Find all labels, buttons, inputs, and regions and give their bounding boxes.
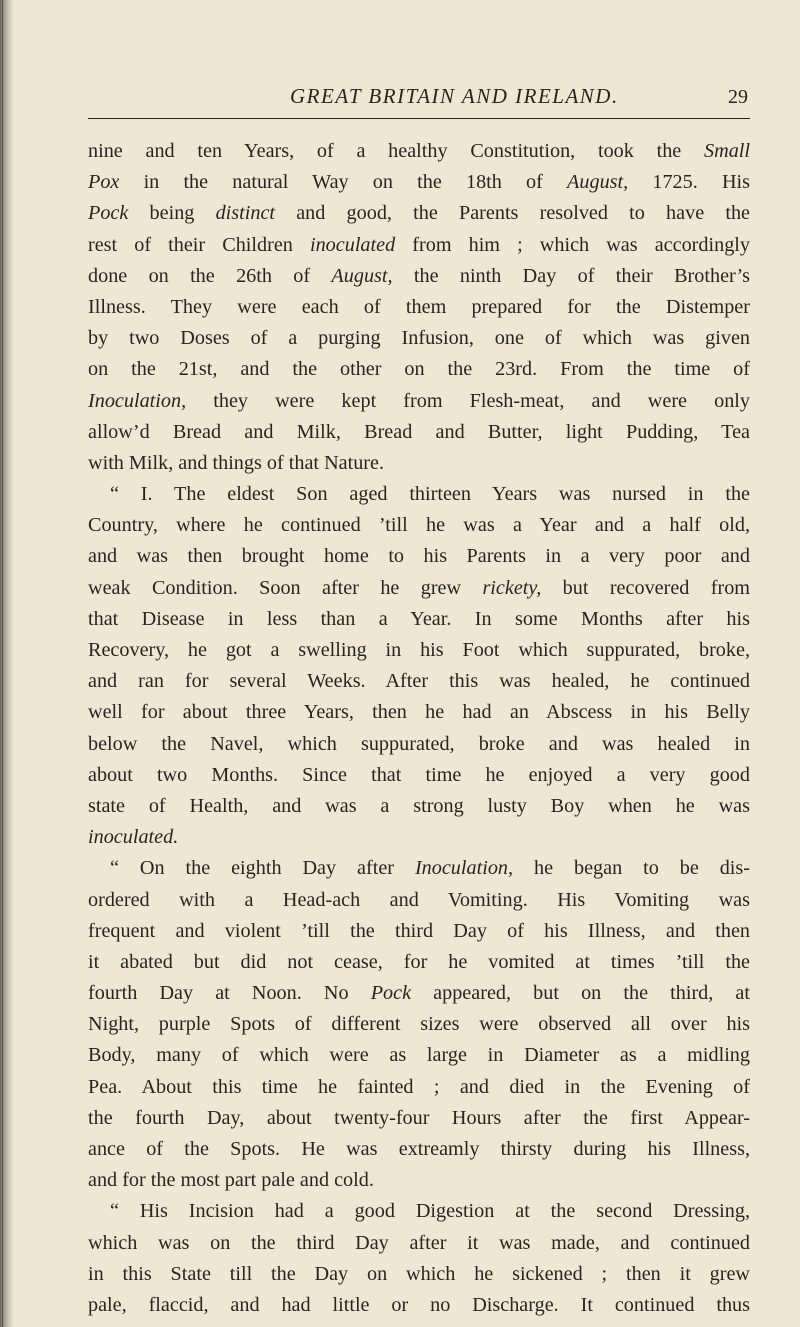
italic-text: Inoculation, [88,389,187,412]
italic-text: Pox [88,171,120,194]
text-segment: nine and ten Years, of a healthy Constitution, took the [88,140,705,162]
text-segment: appeared, but on the third, at [411,982,751,1005]
text-line [88,198,750,229]
running-head: GREAT BRITAIN AND IRELAND. [290,84,619,108]
text-line [88,510,750,541]
text-line [88,791,750,822]
text-segment: done on the 26th of [88,264,332,287]
text-segment: they were kept from Flesh-meat, and were only [186,389,750,412]
text-line [88,1165,750,1196]
text-line [88,386,750,417]
text-segment: about two Months. Since that time he enjoyed a very good [88,763,750,786]
text-segment: “ I. The eldest Son aged thirteen Years was nursed in the [110,483,750,506]
text-segment: he began to be dis- [513,857,750,880]
text-line [88,1259,750,1290]
text-line [88,167,750,198]
text-segment: but recovered from [541,576,750,599]
text-line [88,1009,750,1040]
text-segment: Body, many of which were as large in Diameter as a midling [88,1044,750,1067]
text-line [88,573,750,604]
text-segment: ordered with a Head-ach and Vomiting. His Vomiting was [88,888,750,911]
text-line [88,697,750,728]
text-line [88,1290,750,1321]
text-segment: and ran for several Weeks. After this was healed, he continued [88,670,750,693]
italic-text: inoculated. [88,826,179,849]
text-line [88,541,750,572]
text-segment: with Milk, and things of that Nature. [88,451,385,474]
text-segment: and was then brought home to his Parents in a very poor and [88,545,750,568]
text-line [88,635,750,666]
text-segment: state of Health, and was a strong lusty Boy when he was [88,794,750,817]
text-line [88,1196,750,1227]
text-segment: Night, purple Spots of different sizes were observed all over his [88,1013,750,1036]
italic-text: rickety, [482,576,542,599]
text-segment: Pea. About this time he fainted ; and died in the Evening of [88,1075,750,1098]
text-line [88,136,750,167]
book-gutter-line [2,0,3,1327]
text-line [88,323,750,354]
text-segment: in this State till the Day on which he sickened ; then it grew [88,1262,750,1285]
text-line [88,978,750,1009]
text-line [88,947,750,978]
text-line [88,853,750,884]
text-line [88,666,750,697]
text-segment: frequent and violent ’till the third Day of his Illness, and then [88,919,750,942]
text-segment: Recovery, he got a swelling in his Foot which suppurated, broke, [88,639,750,661]
text-line [88,1040,750,1071]
text-line [88,448,750,479]
text-segment: which was on the third Day after it was made, and continued [88,1231,750,1254]
text-line [88,1228,750,1259]
text-line [88,822,750,853]
text-line [88,885,750,916]
text-line [88,1134,750,1165]
text-line [88,1103,750,1134]
text-line [88,604,750,635]
text-segment: being [128,202,216,225]
text-segment: rest of their Children [88,233,310,256]
italic-text: August, [331,264,393,287]
text-segment: “ His Incision had a good Digestion at the second Dressing, [110,1200,750,1223]
italic-text: Pock [370,982,412,1005]
text-segment: in the natural Way on the 18th of [119,171,568,194]
page-number: 29 [728,86,748,108]
text-segment: pale, flaccid, and had little or no Discharge. It continued thus [88,1293,750,1316]
text-line [88,479,750,510]
text-segment: well for about three Years, then he had an Abscess in his Belly [88,701,750,724]
text-line [88,760,750,791]
text-segment: weak Condition. Soon after he grew [88,576,483,599]
text-segment: ance of the Spots. He was extreamly thirsty during his Illness, [88,1138,750,1160]
italic-text: inoculated [309,233,396,256]
text-line [88,417,750,448]
text-segment: that Disease in less than a Year. In some Months after his [88,607,750,630]
text-line [88,261,750,292]
text-segment: 1725. His [628,171,750,194]
italic-text: Small [704,140,750,162]
text-line [88,916,750,947]
text-segment: fourth Day at Noon. No [88,982,371,1005]
text-segment: and good, the Parents resolved to have the [275,202,750,225]
text-segment: by two Doses of a purging Infusion, one of which was given [88,327,750,350]
text-segment: from him ; which was accordingly [395,233,750,256]
italic-text: distinct [215,202,276,225]
text-line [88,230,750,261]
text-segment: and for the most part pale and cold. [88,1169,374,1192]
text-segment: on the 21st, and the other on the 23rd. From the time of [88,358,750,381]
italic-text: Pock [88,202,129,225]
italic-text: August, [567,171,629,194]
header-rule [88,118,750,119]
text-segment: Illness. They were each of them prepared for the Distemper [88,295,750,318]
body-text [88,136,750,1321]
text-segment: Country, where he continued ’till he was a Year and a half old, [88,514,750,537]
page-header [88,84,750,122]
text-segment: allow’d Bread and Milk, Bread and Butter, light Pudding, Tea [88,420,750,443]
text-segment: the fourth Day, about twenty-four Hours after the first Appear- [88,1106,750,1129]
text-segment: the ninth Day of their Brother’s [392,264,750,287]
text-line [88,354,750,385]
text-line [88,292,750,323]
text-segment: “ On the eighth Day after [110,857,415,880]
italic-text: Inoculation, [414,857,514,880]
text-line [88,729,750,760]
text-segment: it abated but did not cease, for he vomited at times ’till the [88,950,750,973]
text-segment: below the Navel, which suppurated, broke and was healed in [88,732,750,755]
text-line [88,1072,750,1103]
